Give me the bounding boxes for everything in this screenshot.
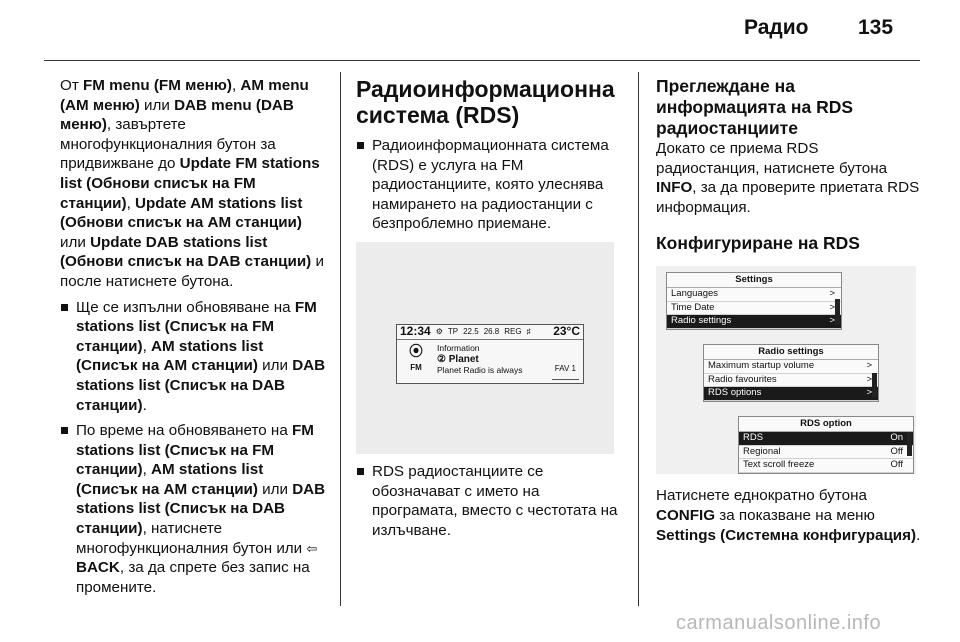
scrollbar-thumb — [835, 299, 840, 325]
lcd-reg-label: REG — [504, 327, 522, 337]
lcd-temperature: 23°C — [553, 324, 580, 339]
bullet-square-icon — [357, 468, 364, 475]
chevron-right-icon: > — [829, 288, 835, 300]
bullet-square-icon — [61, 304, 68, 311]
page-header-title: Радио — [744, 16, 809, 39]
bullet-update-performed: Ще се изпълни обновяване на FM stations list (Списък на FM станции), AM stations list (Списък на AM станции) или DAB stations list (Списък на DAB станции). — [60, 298, 328, 416]
bullet-square-icon — [61, 427, 68, 434]
lcd-band: ⦿ FM — [403, 344, 429, 378]
paragraph-info-button: Докато се приема RDS радиостанция, натиснете бутона INFO, за да проверите приетата RDS информация. — [656, 140, 920, 216]
preset-number-icon: ② — [437, 353, 446, 365]
lcd-fav-label: FAV 1 — [552, 359, 579, 380]
broadcast-icon: ⦿ — [409, 342, 423, 359]
bullet-rds-description: Радиоинформационната система (RDS) е услуга на FM радиостанциите, която улеснява намирането на радиостанции с безпроблемно приемане. — [356, 136, 624, 234]
radio-display-illustration — [356, 242, 614, 454]
bullet-cancel-update: По време на обновяването на FM stations list (Списък на FM станции), AM stations list (Списък на AM станции) или DAB stations list (Списък на DAB станции), натиснете многофункционалния бутон или ⇦ BACK, за да спрете без запис на промените. — [60, 421, 328, 597]
speaker-icon: ♯ — [526, 327, 531, 337]
radio-lcd-screen — [396, 324, 584, 384]
column-divider-2 — [638, 72, 639, 606]
settings-screens-illustration — [656, 266, 916, 474]
back-arrow-icon: ⇦ — [306, 540, 318, 556]
chevron-right-icon: > — [829, 301, 835, 313]
lcd-tp-label: TP — [447, 327, 459, 337]
lcd-value-a: 22.5 — [463, 327, 479, 337]
rds-config-heading: Конфигуриране на RDS — [656, 233, 860, 254]
lcd-value-b: 26.8 — [483, 327, 500, 337]
bullet-square-icon — [357, 142, 364, 149]
rds-option-screen: RDS option RDS On Regional Off Text scroll freeze Off — [738, 416, 914, 474]
column-2 — [356, 76, 624, 540]
settings-screen: Settings Languages > Time Date > Radio settings > — [666, 272, 842, 330]
radio-settings-screen: Radio settings Maximum startup volume > Radio favourites > RDS options > — [703, 344, 879, 402]
scrollbar-thumb — [907, 432, 912, 456]
column-3 — [656, 76, 924, 545]
bullet-rds-names: RDS радиостанциите се обозначават с името на програмата, вместо с честотата на излъчване. — [356, 462, 624, 540]
header-rule — [44, 60, 920, 61]
chevron-right-icon: > — [829, 315, 835, 327]
page-number: 135 — [858, 16, 894, 39]
settings-gear-icon: ⚙ — [435, 327, 443, 337]
chevron-right-icon: > — [866, 360, 872, 372]
lcd-status-bar — [397, 325, 583, 340]
chevron-right-icon: > — [866, 387, 872, 399]
column-1 — [60, 76, 328, 597]
rds-info-heading: Преглеждане на информацията на RDS радиостанциите — [656, 76, 854, 138]
scrollbar-thumb — [872, 373, 877, 397]
rds-heading: Радиоинформационна система (RDS) — [356, 76, 615, 128]
paragraph-config-button: Натиснете еднократно бутона CONFIG за показване на меню Settings (Системна конфигурация). — [656, 487, 921, 544]
chevron-right-icon: > — [866, 373, 872, 385]
paragraph-update-stations: От FM menu (FM меню), AM menu (AM меню) или DAB menu (DAB меню), завъртете многофункционалния бутон за придвижване до Update FM stations list (Обнови списък на FM станции), Update AM stations list (Обнови списък на AM станции) или Update DAB stations list (Обнови списък на DAB станции) и после натиснете бутона. — [60, 77, 324, 290]
watermark: carmanualsonline.info — [676, 612, 882, 634]
lcd-info: Information ② Planet Planet Radio is always — [437, 342, 523, 375]
lcd-clock: 12:34 — [400, 324, 431, 339]
column-divider-1 — [340, 72, 341, 606]
